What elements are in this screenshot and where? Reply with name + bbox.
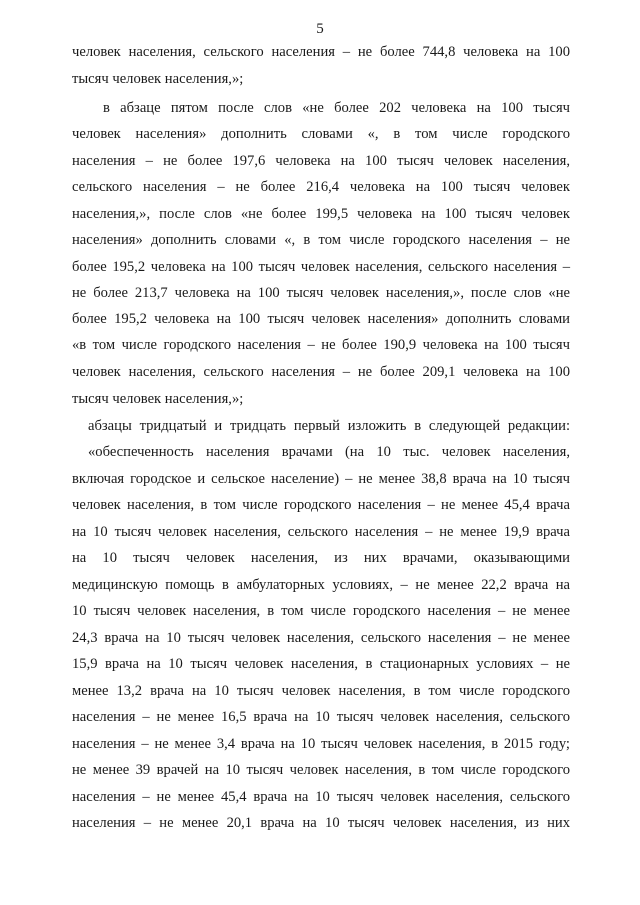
text-line: на 10 тысяч человек населения, из них врачами, оказывающими [72,550,570,566]
text-line: человек населения, в том числе городского населения – не менее 45,4 врача [72,497,570,513]
text-line: тысяч человек населения,»; [72,391,244,407]
text-line: человек населения, сельского населения – не более 209,1 человека на 100 [72,364,570,380]
text-line: человек населения, сельского населения – не более 744,8 человека на 100 [72,44,570,60]
page-number: 5 [316,21,324,37]
text-line: 15,9 врача на 10 тысяч человек населения, в стационарных условиях – не [72,656,570,672]
text-line: населения» дополнить словами «, в том числе городского населения – не [72,232,570,248]
text-line: населения,», после слов «не более 199,5 человека на 100 тысяч человек [72,206,570,222]
text-line: населения – не менее 45,4 врача на 10 тысяч человек населения, сельского [72,789,570,805]
text-line: в абзаце пятом после слов «не более 202 человека на 100 тысяч [103,100,570,116]
text-line: «в том числе городского населения – не более 190,9 человека на 100 тысяч [72,337,570,353]
text-line: на 10 тысяч человек населения, сельского населения – не менее 19,9 врача [72,524,570,540]
text-line: более 195,2 человека на 100 тысяч человек населения» дополнить словами [72,311,570,327]
text-line: населения – не более 197,6 человека на 100 тысяч человек населения, [72,153,570,169]
text-line: включая городское и сельское население) – не менее 38,8 врача на 10 тысяч [72,471,570,487]
text-line: населения – не менее 16,5 врача на 10 тысяч человек населения, сельского [72,709,570,725]
text-line: более 195,2 человека на 100 тысяч человек населения, сельского населения – [72,259,570,275]
text-line: абзацы тридцатый и тридцать первый изложить в следующей редакции: [88,418,570,434]
text-line: медицинскую помощь в амбулаторных условиях, – не менее 22,2 врача на [72,577,570,593]
text-line: человек населения» дополнить словами «, в том числе городского [72,126,570,142]
text-line: не более 213,7 человека на 100 тысяч человек населения,», после слов «не [72,285,570,301]
text-line: населения – не менее 3,4 врача на 10 тысяч человек населения, в 2015 году; [72,736,570,752]
text-line: тысяч человек населения,»; [72,71,244,87]
text-line: населения – не менее 20,1 врача на 10 тысяч человек населения, из них [72,815,570,831]
text-line: менее 13,2 врача на 10 тысяч человек населения, в том числе городского [72,683,570,699]
text-line: не менее 39 врачей на 10 тысяч человек населения, в том числе городского [72,762,570,778]
text-line: «обеспеченность населения врачами (на 10 тыс. человек населения, [88,444,570,460]
text-line: 10 тысяч человек населения, в том числе городского населения – не менее [72,603,570,619]
text-line: 24,3 врача на 10 тысяч человек населения, сельского населения – не менее [72,630,570,646]
text-line: сельского населения – не более 216,4 человека на 100 тысяч человек [72,179,570,195]
